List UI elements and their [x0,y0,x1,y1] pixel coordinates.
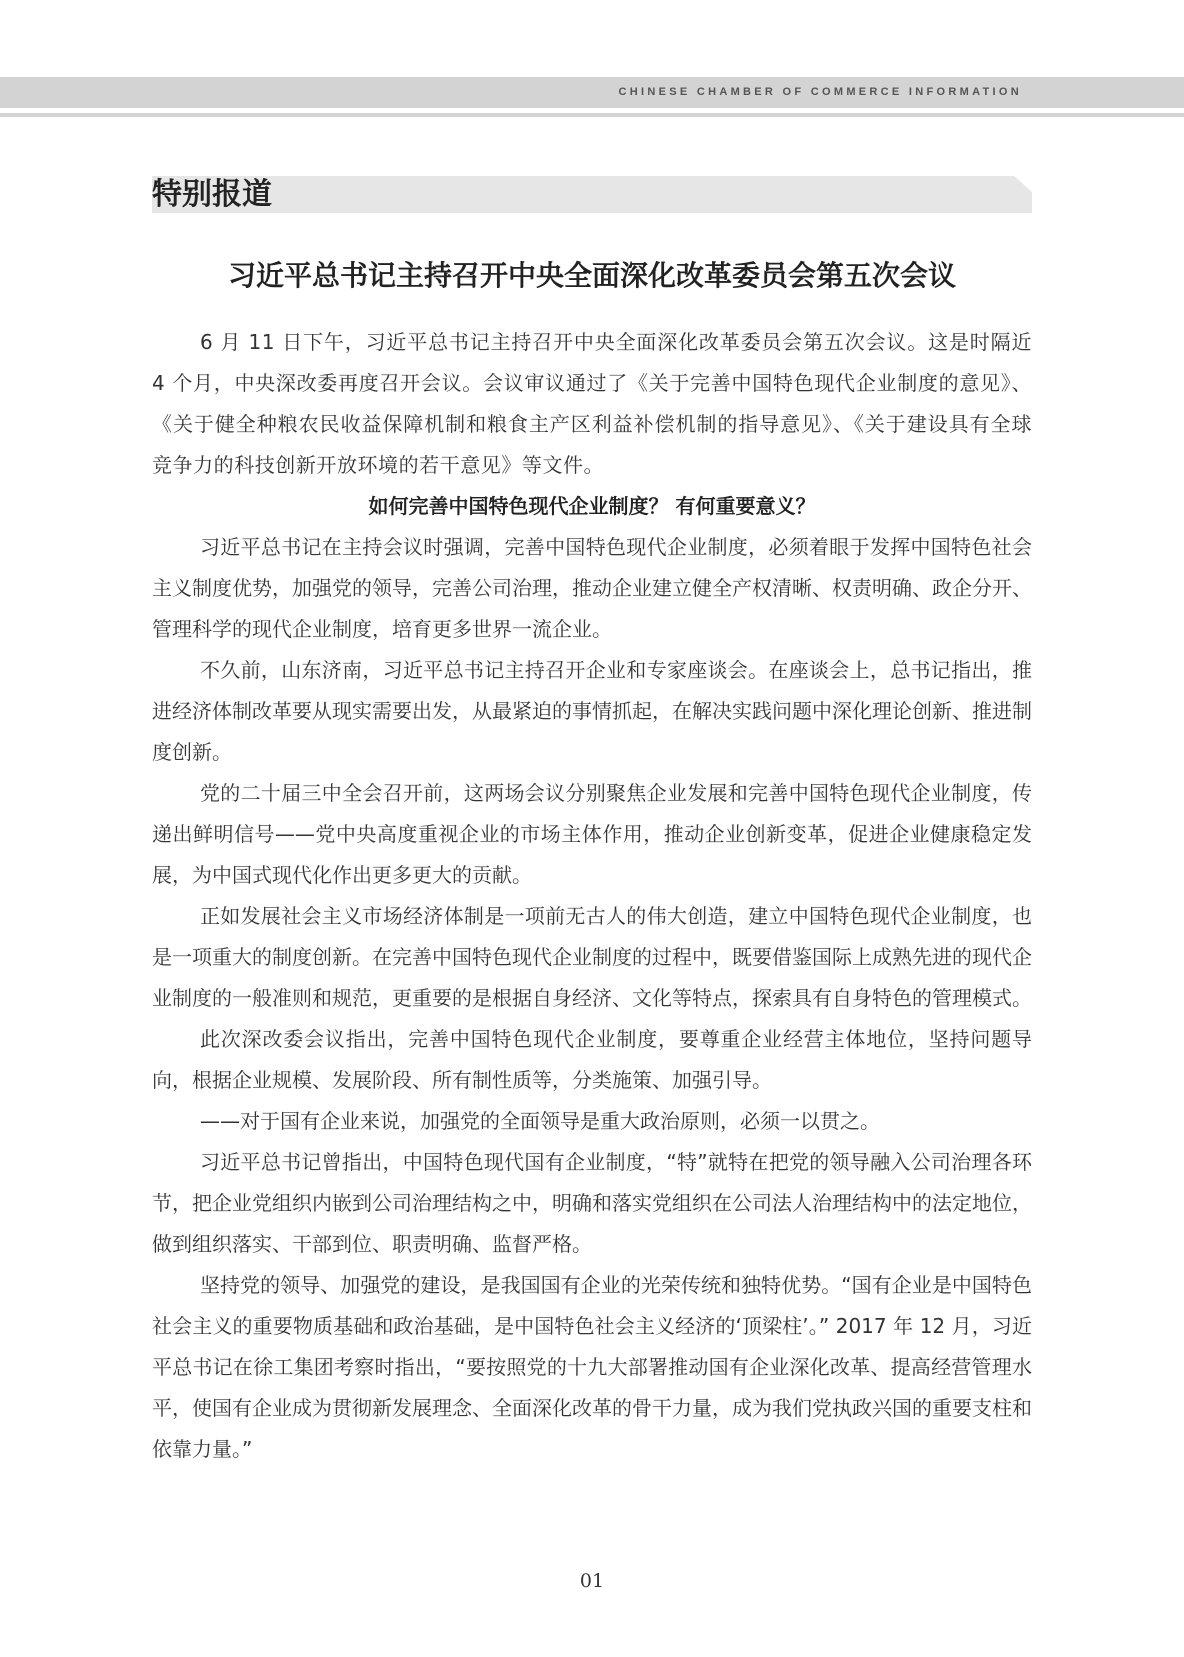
paragraph-2: 不久前，山东济南，习近平总书记主持召开企业和专家座谈会。在座谈会上，总书记指出，推进经济体制改革要从现实需要出发，从最紧迫的事情抓起，在解决实践问题中深化理论创新、推进制度创新。 [152,658,1032,764]
article-intro: 6 月 11 日下午，习近平总书记主持召开中央全面深化改革委员会第五次会议。这是时隔近 4 个月，中央深改委再度召开会议。会议审议通过了《关于完善中国特色现代企业制度的意见》、《关于健全种粮农民收益保障机制和粮食主产区利益补偿机制的指导意见》、《关于建设具有全球竞争力的科技创新开放环境的若干意见》等文件。 [152,330,1032,477]
section-label: 特别报道 [152,177,272,212]
article-body [152,322,1032,1470]
paragraph-4: 正如发展社会主义市场经济体制是一项前无古人的伟大创造，建立中国特色现代企业制度，也是一项重大的制度创新。在完善中国特色现代企业制度的过程中，既要借鉴国际上成熟先进的现代企业制度的一般准则和规范，更重要的是根据自身经济、文化等特点，探索具有自身特色的管理模式。 [152,904,1032,1010]
page-number: 01 [579,1570,605,1592]
paragraph-6: ——对于国有企业来说，加强党的全面领导是重大政治原则，必须一以贯之。 [200,1109,880,1133]
article-title: 习近平总书记主持召开中央全面深化改革委员会第五次会议 [227,259,956,292]
section-bar [152,176,1032,213]
header-divider [0,113,1184,117]
paragraph-8: 坚持党的领导、加强党的建设，是我国国有企业的光荣传统和独特优势。“国有企业是中国特色社会主义的重要物质基础和政治基础，是中国特色社会主义经济的‘顶梁柱’。” 2017 年 12 月，习近平总书记在徐工集团考察时指出，“要按照党的十九大部署推动国有企业深化改革、提高经营管理水平，使国有企业成为贯彻新发展理念、全面深化改革的骨干力量，成为我们党执政兴国的重要支柱和依靠力量。” [152,1273,1032,1461]
paragraph-7: 习近平总书记曾指出，中国特色现代国有企业制度，“特”就特在把党的领导融入公司治理各环节，把企业党组织内嵌到公司治理结构之中，明确和落实党组织在公司法人治理结构中的法定地位，做到组织落实、干部到位、职责明确、监督严格。 [152,1150,1032,1256]
publication-name: CHINESE CHAMBER OF COMMERCE INFORMATION [618,86,1022,98]
paragraph-5: 此次深改委会议指出，完善中国特色现代企业制度，要尊重企业经营主体地位，坚持问题导向，根据企业规模、发展阶段、所有制性质等，分类施策、加强引导。 [152,1027,1032,1092]
paragraph-3: 党的二十届三中全会召开前，这两场会议分别聚焦企业发展和完善中国特色现代企业制度，传递出鲜明信号——党中央高度重视企业的市场主体作用，推动企业创新变革，促进企业健康稳定发展，为中国式现代化作出更多更大的贡献。 [152,781,1032,887]
article-subheading: 如何完善中国特色现代企业制度？ 有何重要意义？ [368,494,816,518]
paragraph-1: 习近平总书记在主持会议时强调，完善中国特色现代企业制度，必须着眼于发挥中国特色社会主义制度优势，加强党的领导，完善公司治理，推动企业建立健全产权清晰、权责明确、政企分开、管理科学的现代企业制度，培育更多世界一流企业。 [152,535,1032,641]
